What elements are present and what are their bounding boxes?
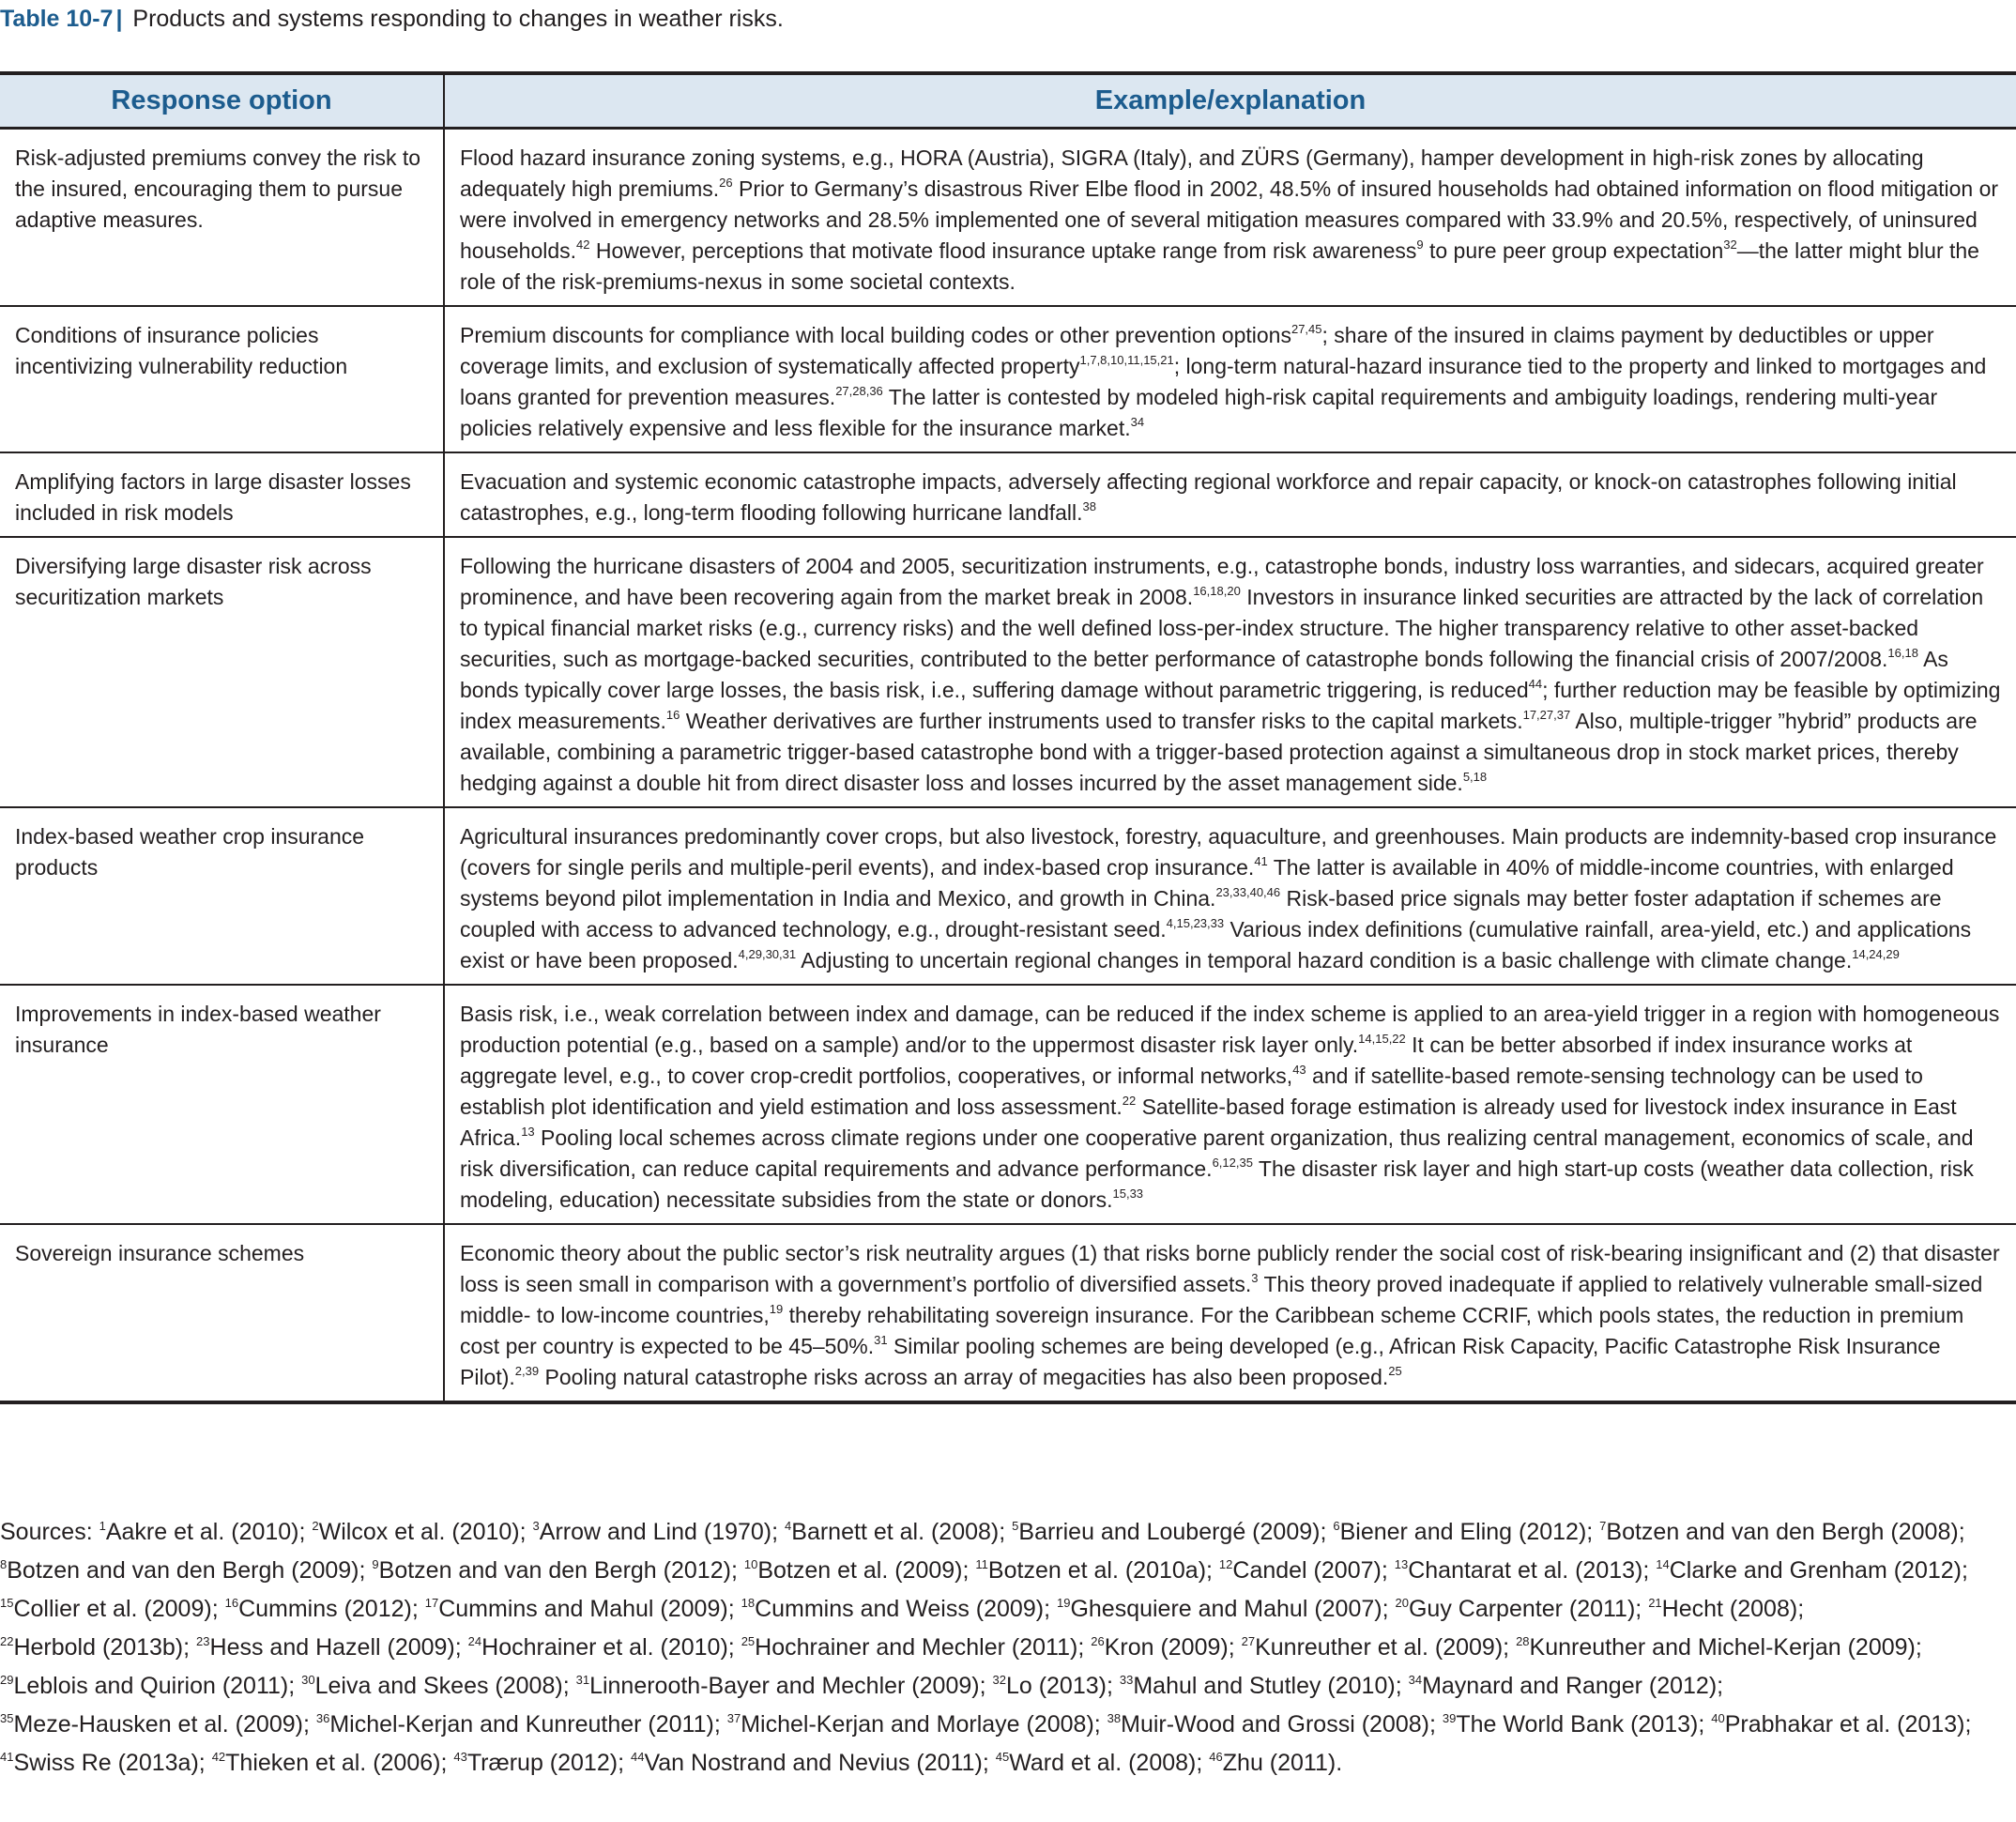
source-reference [1599,1519,1959,1545]
source-number: 39 [1442,1711,1457,1725]
source-number: 11 [975,1557,988,1571]
reference-superscript: 26 [719,176,733,190]
source-citation: Thieken et al. (2006) [225,1750,441,1776]
source-number: 27 [1241,1634,1256,1648]
reference-superscript: 15,33 [1112,1187,1144,1201]
source-number: 10 [743,1557,758,1571]
reference-superscript: 22 [1122,1094,1137,1108]
source-number: 8 [0,1557,8,1571]
explanation-text: Basis risk, i.e., weak correlation between index and damage, can be reduced if the index scheme is applied to an area-yield trigger in a region with homogeneous production potential (e.g., based on a sample) and/or to the uppermost disaster risk layer only. [460,1002,2000,1057]
source-reference [1242,1634,1504,1661]
explanation-text: thereby rehabilitating sovereign insurance. For the Caribbean scheme CCRIF, which pools states, the reduction in premium cost per country is expected to be 45–50%. [460,1303,1964,1358]
source-reference [0,1673,288,1699]
source-number: 21 [1648,1596,1662,1610]
table-row [0,537,2016,807]
source-reference [0,1557,359,1584]
source-reference [301,1673,563,1699]
source-reference [1443,1711,1698,1738]
source-reference [99,1519,299,1545]
source-citation: Biener and Eling (2012) [1339,1519,1587,1545]
explanation-text: Also, multiple-trigger ”hybrid” products are available, combining a parametric trigger-based catastrophe bond with a trigger-based protection against a simultaneous drop in stock market prices, thereby hedging against a double hit from direct disaster loss and losses incurred by the asset management side. [460,709,1978,795]
source-reference [992,1673,1107,1699]
source-reference [453,1750,618,1776]
source-citation: Collier et al. (2009) [13,1596,212,1622]
source-citation: Botzen and van den Bergh (2008) [1606,1519,1959,1545]
explanation-text: Pooling local schemes across climate regions under one cooperative parent organization, thus realizing central management, economics of scale, and risk diversification, can reduce capital requirements and advance performance. [460,1125,1974,1181]
source-number: 17 [424,1596,439,1610]
source-number: 19 [1056,1596,1071,1610]
example-explanation-cell [444,129,2016,307]
table-row [0,985,2016,1224]
example-explanation-cell [444,306,2016,452]
reference-superscript: 17,27,37 [1522,708,1571,722]
source-reference [533,1519,772,1545]
explanation-text: ; long-term natural-hazard insurance tied to the property and linked to mortgages and loans granted for prevention measures. [460,354,1987,409]
source-citation: Maynard and Ranger (2012) [1422,1673,1718,1699]
source-number: 43 [453,1750,467,1764]
example-explanation-cell [444,537,2016,807]
explanation-text: Weather derivatives are further instruments used to transfer risks to the capital markets. [680,709,1523,733]
source-reference [0,1596,212,1622]
source-number: 4 [785,1519,792,1533]
source-reference [0,1634,183,1661]
source-reference [576,1673,980,1699]
source-reference [741,1634,1078,1661]
reference-superscript: 4,15,23,33 [1166,916,1225,930]
source-reference [741,1596,1044,1622]
header-example-explanation: Example/explanation [444,75,2016,129]
source-number: 12 [1218,1557,1233,1571]
source-number: 30 [301,1673,315,1687]
source-number: 32 [992,1673,1006,1687]
explanation-text: to pure peer group expectation [1423,238,1724,263]
source-citation: Kunreuther and Michel-Kerjan (2009) [1529,1634,1916,1661]
explanation-text: Flood hazard insurance zoning systems, e.g., HORA (Austria), SIGRA (Italy), and ZÜRS (Germany), hamper development in high-risk zones by allocating adequately high premiums. [460,145,1924,201]
source-number: 26 [1091,1634,1105,1648]
reference-superscript: 1,7,8,10,11,15,21 [1079,353,1174,367]
source-citation: Cummins (2012) [238,1596,412,1622]
source-citation: Botzen and van den Bergh (2012) [378,1557,731,1584]
reference-superscript: 5,18 [1462,770,1488,784]
source-reference [0,1711,303,1738]
explanation-text: The latter is available in 40% of middle-income countries, with enlarged systems beyond pilot implementation in India and Mexico, and growth in China. [460,855,1954,911]
source-citation: The World Bank (2013) [1456,1711,1699,1738]
source-citation: Clarke and Grenham (2012) [1669,1557,1963,1584]
example-explanation-cell [444,452,2016,537]
source-citation: Kron (2009) [1104,1634,1229,1661]
example-explanation-cell [444,1224,2016,1401]
source-citation: Candel (2007) [1232,1557,1382,1584]
reference-superscript: 4,29,30,31 [738,947,797,961]
source-reference [372,1557,731,1584]
source-citation: Barnett et al. (2008) [791,1519,1000,1545]
explanation-text: Premium discounts for compliance with local building codes or other prevention options [460,323,1291,347]
source-reference [225,1596,412,1622]
source-reference [744,1557,963,1584]
explanation-text: This theory proved inadequate if applied to relatively vulnerable small-sized middle- to low-income countries, [460,1272,1983,1327]
table-body [0,129,2016,1401]
table-number: Table 10-7 [0,6,114,32]
source-reference [312,1519,519,1545]
source-number: 7 [1599,1519,1607,1533]
response-option-cell: Diversifying large disaster risk across securitization markets [0,537,444,807]
reference-superscript: 14,24,29 [1852,947,1900,961]
source-reference [1516,1634,1916,1661]
explanation-text: Various index definitions (cumulative rainfall, area-yield, etc.) and applications exist or have been proposed. [460,917,1972,972]
reference-superscript: 41 [1254,854,1268,868]
reference-superscript: 27,28,36 [835,384,883,398]
source-number: 15 [0,1596,14,1610]
source-citation: Prabhakar et al. (2013) [1724,1711,1965,1738]
source-number: 3 [532,1519,540,1533]
source-citation: Herbold (2013b) [13,1634,184,1661]
explanation-text: Agricultural insurances predominantly cover crops, but also livestock, forestry, aquaculture, and greenhouses. Main products are indemnity-based crop insurance (covers for single perils and multiple-peril events), and index-based crop insurance. [460,824,1997,880]
source-number: 42 [211,1750,226,1764]
explanation-text: However, perceptions that motivate flood insurance uptake range from risk awareness [589,238,1417,263]
source-citation: Van Nostrand and Nevius (2011) [644,1750,983,1776]
reference-superscript: 25 [1388,1364,1402,1378]
source-number: 28 [1516,1634,1530,1648]
source-citation: Swiss Re (2013a) [13,1750,199,1776]
reference-superscript: 3 [1251,1271,1259,1285]
source-number: 1 [99,1519,106,1533]
source-number: 24 [467,1634,482,1648]
reference-superscript: 34 [1130,415,1145,429]
source-citation: Linnerooth-Bayer and Mechler (2009) [589,1673,980,1699]
source-number: 25 [741,1634,756,1648]
source-number: 35 [0,1711,14,1725]
response-option-cell: Conditions of insurance policies incentivizing vulnerability reduction [0,306,444,452]
source-number: 37 [726,1711,741,1725]
reference-superscript: 27,45 [1291,322,1322,336]
example-explanation-cell [444,807,2016,985]
source-reference [996,1750,1197,1776]
source-number: 23 [196,1634,210,1648]
source-reference [425,1596,728,1622]
source-reference [727,1711,1094,1738]
explanation-text: Satellite-based forage estimation is already used for livestock index insurance in East Africa. [460,1095,1957,1150]
source-citation: Wilcox et al. (2010) [318,1519,520,1545]
table-row [0,129,2016,307]
reference-superscript: 16,18,20 [1193,584,1241,598]
reference-superscript: 16 [665,708,680,722]
table-row [0,306,2016,452]
source-citation: Chantarat et al. (2013) [1408,1557,1643,1584]
reference-superscript: 14,15,22 [1358,1032,1406,1046]
header-row [0,75,2016,129]
source-citation: Meze-Hausken et al. (2009) [13,1711,303,1738]
explanation-text: Following the hurricane disasters of 2004 and 2005, securitization instruments, e.g., catastrophe bonds, industry loss warranties, and sidecars, acquired greater prominence, and have been recovering again from the market break in 2008. [460,554,1984,609]
source-number: 5 [1012,1519,1019,1533]
source-citation: Zhu (2011) [1222,1750,1336,1776]
explanation-text: Evacuation and systemic economic catastrophe impacts, adversely affecting regional workforce and repair capacity, or knock-on catastrophes following initial catastrophes, e.g., long-term flooding following hurricane landfall. [460,469,1957,525]
reference-superscript: 42 [576,237,590,252]
source-reference [1396,1596,1636,1622]
source-reference [1648,1596,1797,1622]
source-reference [1409,1673,1718,1699]
source-citation: Guy Carpenter (2011) [1408,1596,1636,1622]
source-citation: Leiva and Skees (2008) [314,1673,563,1699]
reference-superscript: 2,39 [514,1364,540,1378]
source-citation: Hess and Hazell (2009) [209,1634,455,1661]
table-caption [0,4,2016,34]
source-number: 33 [1119,1673,1134,1687]
source-citation: Botzen et al. (2009) [757,1557,963,1584]
reference-superscript: 13 [521,1125,535,1139]
source-reference [316,1711,714,1738]
source-number: 46 [1209,1750,1223,1764]
source-reference [1057,1596,1382,1622]
source-reference [1209,1750,1336,1776]
response-options-table [0,71,2016,1404]
explanation-text: Risk-based price signals may better foster adaptation if schemes are coupled with access to advanced technology, e.g., drought-resistant seed. [460,886,1942,942]
table-row [0,452,2016,537]
source-number: 36 [315,1711,330,1725]
response-option-cell: Sovereign insurance schemes [0,1224,444,1401]
source-reference [1656,1557,1962,1584]
explanation-text: It can be better absorbed if index insurance works at aggregate level, e.g., to cover crop-credit portfolios, cooperatives, or informal networks, [460,1033,1913,1088]
caption-separator: | [115,6,123,32]
source-reference [975,1557,1206,1584]
source-citation: Leblois and Quirion (2011) [13,1673,289,1699]
source-number: 13 [1394,1557,1409,1571]
source-reference [1219,1557,1382,1584]
source-reference [1395,1557,1643,1584]
source-number: 22 [0,1634,14,1648]
explanation-text: —the latter might blur the role of the risk-premiums-nexus in some societal contexts. [460,238,1979,294]
explanation-text: ; further reduction may be feasible by optimizing index measurements. [460,678,2001,733]
table-header [0,75,2016,129]
source-reference [1091,1634,1229,1661]
example-explanation-cell [444,985,2016,1224]
source-number: 41 [0,1750,14,1764]
source-reference [196,1634,455,1661]
source-citation: Ghesquiere and Mahul (2007) [1070,1596,1382,1622]
source-number: 29 [0,1673,14,1687]
explanation-text: Investors in insurance linked securities are attracted by the lack of correlation to typical financial market risks (e.g., currency risks) and the well defined loss-per-index structure. The higher transparency relative to other asset-backed securities, such as mortgage-backed securities, contributed to the better performance of catastrophe bonds following the financial crisis of 2007/2008. [460,585,1984,671]
explanation-text: As bonds typically cover large losses, the basis risk, i.e., suffering damage without parametric triggering, is reduced [460,647,1948,702]
reference-superscript: 43 [1292,1063,1306,1077]
explanation-text: Economic theory about the public sector’s risk neutrality argues (1) that risks borne publicly render the social cost of risk-bearing insignificant and (2) that disaster loss is seen small in comparison with a government’s portfolio of diversified assets. [460,1241,2000,1296]
explanation-text: Prior to Germany’s disastrous River Elbe flood in 2002, 48.5% of insured households had obtained information on flood mitigation or were involved in emergency networks and 28.5% implemented one of several mitigation measures compared with 33.9% and 20.5%, respectively, of uninsured households. [460,176,1999,263]
header-response-option: Response option [0,75,444,129]
explanation-text: The latter is contested by modeled high-risk capital requirements and ambiguity loadings, rendering multi-year policies relatively expensive and less flexible for the insurance market. [460,385,1938,440]
source-citation: Kunreuther et al. (2009) [1255,1634,1504,1661]
source-citation: Trærup (2012) [466,1750,619,1776]
sources-footnote [0,1513,1999,1783]
source-reference [468,1634,728,1661]
source-citation: Botzen and van den Bergh (2009) [7,1557,359,1584]
source-citation: Aakre et al. (2010) [105,1519,299,1545]
source-reference [1107,1711,1429,1738]
response-option-cell: Index-based weather crop insurance products [0,807,444,985]
source-number: 9 [372,1557,379,1571]
source-citation: Hochrainer and Mechler (2011) [755,1634,1078,1661]
source-citation: Michel-Kerjan and Kunreuther (2011) [329,1711,714,1738]
source-reference [1333,1519,1586,1545]
source-citation: Hochrainer et al. (2010) [481,1634,728,1661]
reference-superscript: 6,12,35 [1212,1156,1253,1170]
source-reference [785,1519,999,1545]
response-option-cell: Improvements in index-based weather insurance [0,985,444,1224]
source-number: 44 [630,1750,645,1764]
source-number: 40 [1711,1711,1725,1725]
source-number: 6 [1333,1519,1340,1533]
reference-superscript: 9 [1416,237,1424,252]
source-number: 16 [224,1596,239,1610]
response-option-cell: Amplifying factors in large disaster losses included in risk models [0,452,444,537]
explanation-text: Similar pooling schemes are being developed (e.g., African Risk Capacity, Pacific Catastrophe Risk Insurance Pilot). [460,1334,1941,1389]
source-number: 20 [1395,1596,1409,1610]
source-reference [212,1750,441,1776]
source-reference [1012,1519,1320,1545]
sources-prefix: Sources: [0,1519,99,1545]
table-row [0,1224,2016,1401]
source-citation: Mahul and Stutley (2010) [1133,1673,1396,1699]
source-number: 2 [312,1519,319,1533]
reference-superscript: 23,33,40,46 [1215,885,1281,899]
reference-superscript: 32 [1723,237,1737,252]
explanation-text: The disaster risk layer and high start-up costs (weather data collection, risk modeling, education) necessitate subsidies from the state or donors. [460,1156,1974,1212]
sources-list: $^1$Aakre et al. (2010); $^2$Wilcox et al. (2010); $^3$Arrow and Lind (1970); $^4$Barnett et al. (2008); $^5$Barrieu and Loubergé (2009); $^6$Biener and Eling (2012); $^7$Botzen and van den Bergh (2008); $^8$Botzen and van den Bergh (2009); $^9$Botzen and van den Bergh (2012); $^{10}$Botzen et al. (2009); $^{11}$Botzen et al. (2010a); $^{12}$Candel (2007); $^{13}$Chantarat et al. (2013); $^{14}$Clarke and Grenham (2012); $^{15}$Collier et al. (2009); $^{16}$Cummins (2012); $^{17}$Cummins and Mahul (2009); $^{18}$Cummins and Weiss (2009); $^{19}$Ghesquiere and Mahul (2007); $^{20}$Guy Carpenter (2011); $^{21}$Hecht (2008); $^{22}$Herbold (2013b); $^{23}$Hess and Hazell (2009); $^{24}$Hochrainer et al. (2010); $^{25}$Hochrainer and Mechler (2011); $^{26}$Kron (2009); $^{27}$Kunreuther et al. (2009); $^{28}$Kunreuther and Michel-Kerjan (2009); $^{29}$Leblois and Quirion (2011); $^{30}$Leiva and Skees (2008); $^{31}$Linnerooth-Bayer and Mechler (2009); $^{32}$Lo (2013); $^{33}$Mahul and Stutley (2010); $^{34}$Maynard and Ranger (2012); $^{35}$Meze-Hausken et al. (2009); $^{36}$Michel-Kerjan and Kunreuther (2011); $^{37}$Michel-Kerjan and Morlaye (2008); $^{38}$Muir-Wood and Grossi (2008); $^{39}$The World Bank (2013); $^{40}$Prabhakar et al. (2013); $^{41}$Swiss Re (2013a); $^{42}$Thieken et al. (2006); $^{43}$Trærup (2012); $^{44}$Van Nostrand and Nevius (2011); $^{45}$Ward et al. (2008); $^{46}$Zhu (2011). [0,1519,1972,1776]
source-citation: Botzen et al. (2010a) [987,1557,1207,1584]
reference-superscript: 44 [1528,677,1543,691]
source-number: 31 [575,1673,590,1687]
table-row [0,807,2016,985]
explanation-text: ; share of the insured in claims payment by deductibles or upper coverage limits, and exclusion of systematically affected property [460,323,1934,378]
explanation-text: and if satellite-based remote-sensing technology can be used to establish plot identification and yield estimation and loss assessment. [460,1064,1923,1119]
table [0,75,2016,1401]
source-number: 34 [1408,1673,1423,1687]
source-number: 18 [741,1596,756,1610]
table-title: Products and systems responding to changes in weather risks. [132,6,784,32]
reference-superscript: 31 [874,1333,888,1347]
source-citation: Michel-Kerjan and Morlaye (2008) [741,1711,1094,1738]
source-citation: Cummins and Mahul (2009) [438,1596,728,1622]
reference-superscript: 38 [1082,499,1097,513]
source-citation: Lo (2013) [1005,1673,1107,1699]
source-citation: Barrieu and Loubergé (2009) [1018,1519,1321,1545]
source-citation: Ward et al. (2008) [1009,1750,1197,1776]
source-citation: Arrow and Lind (1970) [539,1519,772,1545]
reference-superscript: 19 [769,1302,784,1316]
source-citation: Cummins and Weiss (2009) [755,1596,1045,1622]
explanation-text: Pooling natural catastrophe risks across an array of megacities has also been proposed. [539,1365,1389,1389]
source-number: 14 [1656,1557,1670,1571]
source-reference [1120,1673,1396,1699]
explanation-text: Adjusting to uncertain regional changes in temporal hazard condition is a basic challenge with climate change. [796,948,1853,972]
source-reference [631,1750,983,1776]
source-citation: Hecht (2008) [1661,1596,1798,1622]
source-number: 38 [1107,1711,1122,1725]
source-number: 45 [995,1750,1010,1764]
response-option-cell: Risk-adjusted premiums convey the risk to the insured, encouraging them to pursue adaptive measures. [15,145,421,232]
source-citation: Muir-Wood and Grossi (2008) [1121,1711,1429,1738]
reference-superscript: 16,18 [1887,646,1918,660]
source-reference [0,1750,199,1776]
source-reference [1711,1711,1964,1738]
